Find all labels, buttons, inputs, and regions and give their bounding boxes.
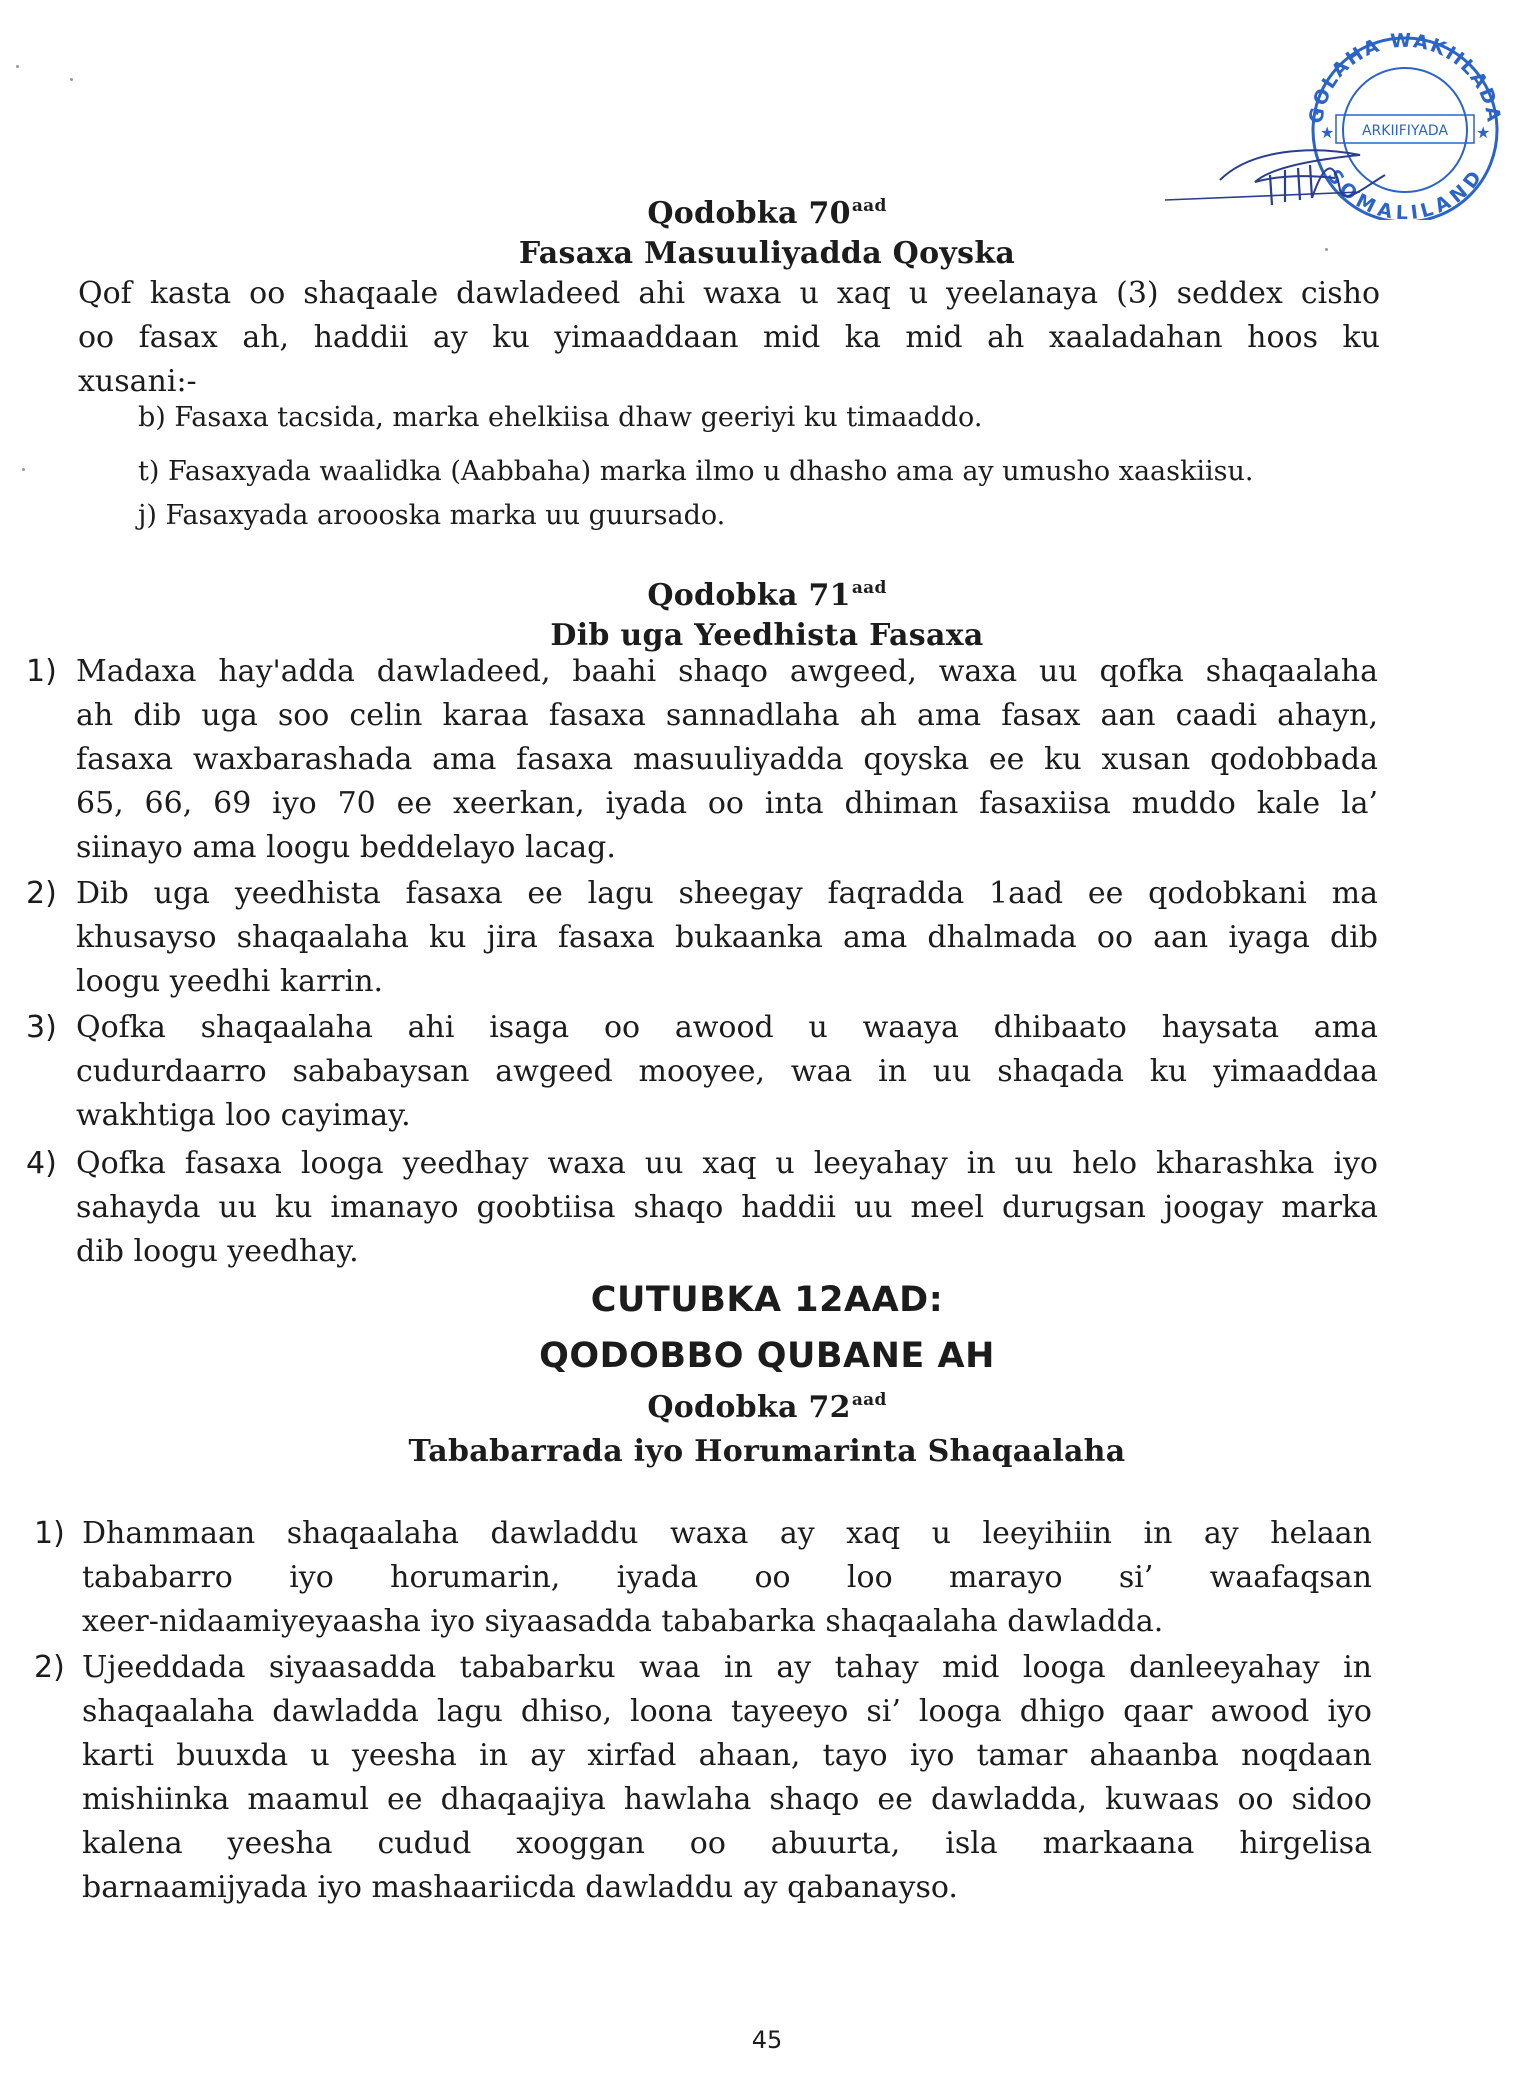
section-70-intro-line: xusani:- [78, 364, 197, 399]
section-70-subtitle: Fasaxa Masuuliyadda Qoyska [518, 236, 1016, 271]
item-line: Ujeeddada siyaasadda tababarku waa in ay tahay mid looga danleeyahay in [82, 1650, 1372, 1685]
section-71-title-text: Qodobka 71 [647, 578, 851, 613]
stamp-middle-text: ARKIIFIYADA [1361, 123, 1449, 139]
scan-speck [22, 468, 25, 471]
item-line: Dib uga yeedhista fasaxa ee lagu sheegay faqradda 1aad ee qodobkani ma [76, 876, 1378, 911]
item-line: wakhtiga loo cayimay. [76, 1098, 411, 1133]
section-70-subitem: j) Fasaxyada aroooska marka uu guursado. [138, 500, 726, 531]
item-line: xeer-nidaamiyeyaasha iyo siyaasadda tababarka shaqaalaha dawladda. [82, 1604, 1164, 1639]
stamp-bottom-text: SOMALILAND [1322, 165, 1488, 220]
item-line: barnaamijyada iyo mashaariicda dawladdu ay qabanayso. [82, 1870, 958, 1905]
section-72-item-number: 1) [34, 1516, 65, 1551]
section-71-item [76, 650, 1378, 870]
item-line: Qofka fasaxa looga yeedhay waxa uu xaq u leeyahay in uu helo kharashka iyo [76, 1146, 1378, 1181]
section-71-title [0, 578, 1534, 613]
item-line: siinayo ama loogu beddelayo lacag. [76, 830, 616, 865]
section-71-item [76, 1142, 1378, 1274]
section-71-item-number: 2) [26, 876, 57, 911]
stamp-star-icon: ★ [1476, 123, 1491, 142]
section-72-item-number: 2) [34, 1650, 65, 1685]
page-number: 45 [751, 2026, 783, 2054]
item-line: 65, 66, 69 iyo 70 ee xeerkan, iyada oo inta dhiman fasaxiisa muddo kale la’ [76, 786, 1378, 821]
section-72-title-suffix: aad [851, 1390, 887, 1410]
chapter-12-subtitle: QODOBBO QUBANE AH [539, 1336, 995, 1376]
section-72-item [82, 1512, 1372, 1644]
item-line: loogu yeedhi karrin. [76, 964, 384, 999]
section-72-title-text: Qodobka 72 [647, 1390, 851, 1425]
section-71-title-suffix: aad [851, 578, 887, 598]
stamp-top-text: GOLAHA WAKIILADA [1304, 30, 1505, 126]
item-line: sahayda uu ku imanayo goobtiisa shaqo haddii uu meel durugsan joogay marka [76, 1190, 1378, 1225]
scan-speck [16, 65, 19, 68]
item-line: Dhammaan shaqaalaha dawladdu waxa ay xaq u leeyihiin in ay helaan [82, 1516, 1372, 1551]
section-70-title [0, 196, 1534, 231]
section-70-title-text: Qodobka 70 [647, 196, 851, 231]
item-line: fasaxa waxbarashada ama fasaxa masuuliyadda qoyska ee ku xusan qodobbada [76, 742, 1378, 777]
item-line: shaqaalaha dawladda lagu dhiso, loona tayeeyo si’ looga dhigo qaar awood iyo [82, 1694, 1372, 1729]
section-70-intro-line: Qof kasta oo shaqaale dawladeed ahi waxa u xaq u yeelanaya (3) seddex cisho [78, 276, 1380, 311]
item-line: Madaxa hay'adda dawladeed, baahi shaqo awgeed, waxa uu qofka shaqaalaha [76, 654, 1378, 689]
section-72-subtitle: Tababarrada iyo Horumarinta Shaqaalaha [408, 1434, 1126, 1469]
section-71-item-number: 4) [26, 1146, 57, 1181]
section-72-item [82, 1646, 1372, 1910]
item-line: dib loogu yeedhay. [76, 1234, 359, 1269]
item-line: mishiinka maamul ee dhaqaajiya hawlaha shaqo ee dawladda, kuwaas oo sidoo [82, 1782, 1372, 1817]
chapter-12-title: CUTUBKA 12AAD: [590, 1280, 944, 1320]
section-71-item [76, 1006, 1378, 1138]
section-70-title-suffix: aad [851, 196, 887, 216]
section-70-subitem: t) Fasaxyada waalidka (Aabbaha) marka ilmo u dhasho ama ay umusho xaaskiisu. [138, 456, 1254, 487]
section-71-subtitle: Dib uga Yeedhista Fasaxa [550, 618, 984, 653]
section-71-item-number: 3) [26, 1010, 57, 1045]
section-71-item-number: 1) [26, 654, 57, 689]
section-70-intro [78, 272, 1380, 404]
item-line: khusayso shaqaalaha ku jira fasaxa bukaanka ama dhalmada oo aan iyaga dib [76, 920, 1378, 955]
stamp-star-icon: ★ [1320, 123, 1335, 142]
section-72-title [0, 1390, 1534, 1425]
item-line: Qofka shaqaalaha ahi isaga oo awood u waaya dhibaato haysata ama [76, 1010, 1378, 1045]
item-line: kalena yeesha cudud xooggan oo abuurta, isla markaana hirgelisa [82, 1826, 1372, 1861]
svg-text:GOLAHA WAKIILADA [1305, 30, 1505, 125]
item-line: ah dib uga soo celin karaa fasaxa sannadlaha ah ama fasax aan caadi ahayn, [76, 698, 1378, 733]
section-70-subitem: b) Fasaxa tacsida, marka ehelkiisa dhaw geeriyi ku timaaddo. [138, 402, 983, 433]
scan-speck [70, 78, 73, 81]
item-line: tababarro iyo horumarin, iyada oo loo marayo si’ waafaqsan [82, 1560, 1372, 1595]
item-line: cudurdaarro sababaysan awgeed mooyee, waa in uu shaqada ku yimaaddaa [76, 1054, 1378, 1089]
section-70-intro-line: oo fasax ah, haddii ay ku yimaaddaan mid ka mid ah xaaladahan hoos ku [78, 320, 1380, 355]
section-71-item [76, 872, 1378, 1004]
item-line: karti buuxda u yeesha in ay xirfad ahaan, tayo iyo tamar ahaanba noqdaan [82, 1738, 1372, 1773]
